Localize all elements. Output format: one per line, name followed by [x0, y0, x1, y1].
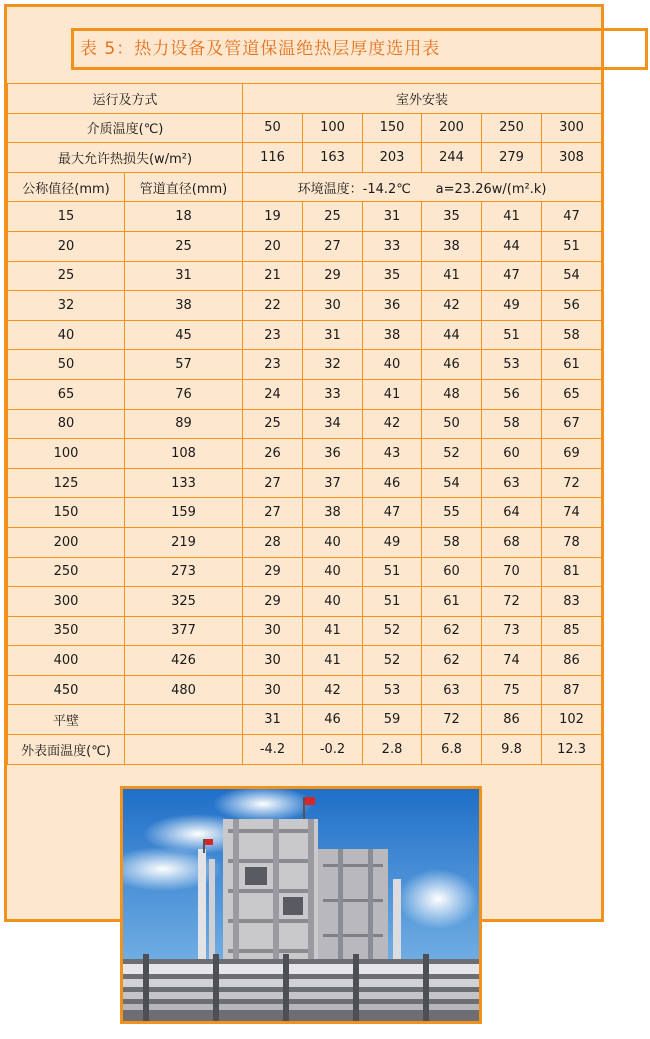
- thickness-cell: 51: [482, 320, 542, 350]
- thickness-cell: 62: [422, 646, 482, 676]
- max-loss-cell: 279: [482, 143, 542, 173]
- thickness-cell: 33: [303, 379, 363, 409]
- medium-temp-cell: 50: [243, 113, 303, 143]
- thickness-cell: 41: [363, 379, 422, 409]
- thickness-cell: 25: [303, 202, 363, 232]
- pipe-diameter-cell: 426: [125, 646, 243, 676]
- thickness-cell: 60: [482, 439, 542, 469]
- nominal-diameter-cell: 32: [8, 291, 125, 321]
- thickness-cell: 43: [363, 439, 422, 469]
- thickness-cell: 53: [482, 350, 542, 380]
- env-temp-text: 环境温度：-14.2℃ a=23.26w/(m².k): [243, 172, 602, 202]
- thickness-cell: 35: [422, 202, 482, 232]
- table-row: [8, 468, 602, 498]
- thickness-cell: 21: [243, 261, 303, 291]
- nominal-diameter-cell: 100: [8, 439, 125, 469]
- max-loss-cell: 244: [422, 143, 482, 173]
- thickness-cell: 51: [363, 587, 422, 617]
- pipe-diameter-cell: 45: [125, 320, 243, 350]
- thickness-cell: 44: [422, 320, 482, 350]
- thickness-cell: 37: [303, 468, 363, 498]
- thickness-cell: 42: [303, 675, 363, 705]
- nominal-diameter-cell: 50: [8, 350, 125, 380]
- thickness-cell: 27: [303, 231, 363, 261]
- thickness-cell: 41: [422, 261, 482, 291]
- thickness-cell: 59: [363, 705, 422, 735]
- pipe-diameter-cell: 25: [125, 231, 243, 261]
- thickness-cell: 52: [363, 646, 422, 676]
- thickness-cell: 31: [303, 320, 363, 350]
- thickness-cell: 38: [363, 320, 422, 350]
- nominal-diameter-cell: 350: [8, 616, 125, 646]
- thickness-cell: 72: [422, 705, 482, 735]
- pipe-diameter-cell: 480: [125, 675, 243, 705]
- pipe-diameter-cell: 89: [125, 409, 243, 439]
- table-row: [8, 350, 602, 380]
- nominal-diameter-cell: 400: [8, 646, 125, 676]
- table-row: [8, 409, 602, 439]
- thickness-cell: 81: [542, 557, 602, 587]
- thickness-cell: 42: [363, 409, 422, 439]
- flat-wall-row: [8, 705, 602, 735]
- thickness-cell: 32: [303, 350, 363, 380]
- thickness-cell: 41: [482, 202, 542, 232]
- nominal-diameter-cell: 300: [8, 587, 125, 617]
- operation-label: 运行及方式: [8, 84, 243, 114]
- medium-temp-cell: 300: [542, 113, 602, 143]
- thickness-cell: 22: [243, 291, 303, 321]
- thickness-cell: 58: [542, 320, 602, 350]
- thickness-cell: 34: [303, 409, 363, 439]
- pipe-diameter-cell: 159: [125, 498, 243, 528]
- nominal-diameter-cell: 80: [8, 409, 125, 439]
- pipe-diameter-cell: 133: [125, 468, 243, 498]
- nominal-diameter-cell: 40: [8, 320, 125, 350]
- empty-cell: [125, 705, 243, 735]
- thickness-cell: 83: [542, 587, 602, 617]
- pipe-diameter-cell: 18: [125, 202, 243, 232]
- header-row-diameters: [8, 172, 602, 202]
- surface-temp-row: [8, 735, 602, 765]
- max-loss-cell: 116: [243, 143, 303, 173]
- thickness-cell: 85: [542, 616, 602, 646]
- thickness-cell: 35: [363, 261, 422, 291]
- thickness-cell: 48: [422, 379, 482, 409]
- surface-temp-label: 外表面温度(℃): [8, 735, 125, 765]
- thickness-cell: 23: [243, 350, 303, 380]
- thickness-cell: 27: [243, 468, 303, 498]
- table-row: [8, 291, 602, 321]
- thickness-cell: 40: [303, 557, 363, 587]
- thickness-cell: 31: [243, 705, 303, 735]
- table-row: [8, 527, 602, 557]
- nominal-diameter-label: 公称值径(mm): [8, 172, 125, 202]
- thickness-cell: 56: [542, 291, 602, 321]
- thickness-cell: 70: [482, 557, 542, 587]
- thickness-cell: 58: [422, 527, 482, 557]
- thickness-cell: 72: [482, 587, 542, 617]
- thickness-cell: 62: [422, 616, 482, 646]
- medium-temp-cell: 250: [482, 113, 542, 143]
- thickness-cell: 30: [303, 291, 363, 321]
- nominal-diameter-cell: 150: [8, 498, 125, 528]
- table-row: [8, 498, 602, 528]
- thickness-cell: 75: [482, 675, 542, 705]
- thickness-cell: 36: [363, 291, 422, 321]
- nominal-diameter-cell: 125: [8, 468, 125, 498]
- thickness-cell: 46: [303, 705, 363, 735]
- thickness-cell: 47: [363, 498, 422, 528]
- pipe-diameter-cell: 31: [125, 261, 243, 291]
- thickness-cell: 29: [243, 557, 303, 587]
- thickness-cell: 54: [422, 468, 482, 498]
- outdoor-label: 室外安装: [243, 84, 602, 114]
- thickness-cell: 63: [422, 675, 482, 705]
- thickness-cell: 40: [363, 350, 422, 380]
- pipe-diameter-label: 管道直径(mm): [125, 172, 243, 202]
- thickness-cell: 53: [363, 675, 422, 705]
- header-row-medium-temp: [8, 113, 602, 143]
- nominal-diameter-cell: 15: [8, 202, 125, 232]
- thickness-cell: 86: [482, 705, 542, 735]
- thickness-cell: 46: [422, 350, 482, 380]
- thickness-cell: 41: [303, 616, 363, 646]
- thickness-cell: 49: [482, 291, 542, 321]
- thickness-cell: 24: [243, 379, 303, 409]
- thickness-cell: 44: [482, 231, 542, 261]
- pipe-diameter-cell: 273: [125, 557, 243, 587]
- thickness-cell: 46: [363, 468, 422, 498]
- table-row: [8, 320, 602, 350]
- thickness-cell: 56: [482, 379, 542, 409]
- thickness-cell: 74: [482, 646, 542, 676]
- table-row: [8, 616, 602, 646]
- table-row: [8, 675, 602, 705]
- pipe-diameter-cell: 325: [125, 587, 243, 617]
- thickness-cell: 55: [422, 498, 482, 528]
- thickness-cell: 26: [243, 439, 303, 469]
- pipe-diameter-cell: 219: [125, 527, 243, 557]
- thickness-cell: 27: [243, 498, 303, 528]
- thickness-cell: 86: [542, 646, 602, 676]
- surface-temp-cell: 2.8: [363, 735, 422, 765]
- table-row: [8, 646, 602, 676]
- thickness-cell: 58: [482, 409, 542, 439]
- surface-temp-cell: -0.2: [303, 735, 363, 765]
- thickness-cell: 30: [243, 675, 303, 705]
- pipe-diameter-cell: 57: [125, 350, 243, 380]
- thickness-cell: 28: [243, 527, 303, 557]
- nominal-diameter-cell: 200: [8, 527, 125, 557]
- thickness-cell: 49: [363, 527, 422, 557]
- insulation-thickness-table: [7, 83, 602, 765]
- thickness-cell: 69: [542, 439, 602, 469]
- nominal-diameter-cell: 450: [8, 675, 125, 705]
- thickness-cell: 30: [243, 646, 303, 676]
- max-loss-label: 最大允许热损失(w/m²): [8, 143, 243, 173]
- thickness-cell: 74: [542, 498, 602, 528]
- thickness-cell: 52: [422, 439, 482, 469]
- medium-temp-cell: 100: [303, 113, 363, 143]
- max-loss-cell: 203: [363, 143, 422, 173]
- thickness-cell: 29: [303, 261, 363, 291]
- thickness-cell: 40: [303, 527, 363, 557]
- thickness-cell: 68: [482, 527, 542, 557]
- industrial-plant-photo: [120, 786, 482, 1024]
- max-loss-cell: 308: [542, 143, 602, 173]
- thickness-cell: 19: [243, 202, 303, 232]
- empty-cell: [125, 735, 243, 765]
- flat-wall-label: 平壁: [8, 705, 125, 735]
- table-row: [8, 587, 602, 617]
- thickness-cell: 72: [542, 468, 602, 498]
- pipe-diameter-cell: 108: [125, 439, 243, 469]
- thickness-cell: 51: [363, 557, 422, 587]
- table-row: [8, 202, 602, 232]
- thickness-cell: 102: [542, 705, 602, 735]
- pipe-diameter-cell: 38: [125, 291, 243, 321]
- thickness-cell: 63: [482, 468, 542, 498]
- table-row: [8, 231, 602, 261]
- nominal-diameter-cell: 250: [8, 557, 125, 587]
- thickness-cell: 60: [422, 557, 482, 587]
- thickness-cell: 47: [542, 202, 602, 232]
- thickness-cell: 61: [422, 587, 482, 617]
- thickness-cell: 41: [303, 646, 363, 676]
- table-row: [8, 261, 602, 291]
- thickness-cell: 38: [303, 498, 363, 528]
- thickness-cell: 78: [542, 527, 602, 557]
- thickness-cell: 40: [303, 587, 363, 617]
- table-row: [8, 557, 602, 587]
- thickness-cell: 30: [243, 616, 303, 646]
- max-loss-cell: 163: [303, 143, 363, 173]
- medium-temp-cell: 150: [363, 113, 422, 143]
- thickness-cell: 61: [542, 350, 602, 380]
- thickness-cell: 65: [542, 379, 602, 409]
- surface-temp-cell: 12.3: [542, 735, 602, 765]
- table-row: [8, 439, 602, 469]
- thickness-cell: 54: [542, 261, 602, 291]
- nominal-diameter-cell: 20: [8, 231, 125, 261]
- thickness-cell: 29: [243, 587, 303, 617]
- thickness-cell: 31: [363, 202, 422, 232]
- header-row-max-loss: [8, 143, 602, 173]
- thickness-cell: 25: [243, 409, 303, 439]
- thickness-cell: 33: [363, 231, 422, 261]
- thickness-cell: 36: [303, 439, 363, 469]
- thickness-cell: 23: [243, 320, 303, 350]
- thickness-cell: 51: [542, 231, 602, 261]
- nominal-diameter-cell: 65: [8, 379, 125, 409]
- thickness-cell: 67: [542, 409, 602, 439]
- thickness-cell: 38: [422, 231, 482, 261]
- medium-temp-label: 介质温度(℃): [8, 113, 243, 143]
- thickness-cell: 87: [542, 675, 602, 705]
- thickness-cell: 42: [422, 291, 482, 321]
- surface-temp-cell: -4.2: [243, 735, 303, 765]
- table-title: 表 5：热力设备及管道保温绝热层厚度选用表: [80, 39, 441, 59]
- surface-temp-cell: 6.8: [422, 735, 482, 765]
- thickness-cell: 52: [363, 616, 422, 646]
- thickness-cell: 47: [482, 261, 542, 291]
- thickness-cell: 50: [422, 409, 482, 439]
- table-row: [8, 379, 602, 409]
- thickness-cell: 64: [482, 498, 542, 528]
- nominal-diameter-cell: 25: [8, 261, 125, 291]
- medium-temp-cell: 200: [422, 113, 482, 143]
- pipe-diameter-cell: 76: [125, 379, 243, 409]
- pipe-diameter-cell: 377: [125, 616, 243, 646]
- surface-temp-cell: 9.8: [482, 735, 542, 765]
- header-row-operation: [8, 84, 602, 114]
- thickness-cell: 20: [243, 231, 303, 261]
- thickness-cell: 73: [482, 616, 542, 646]
